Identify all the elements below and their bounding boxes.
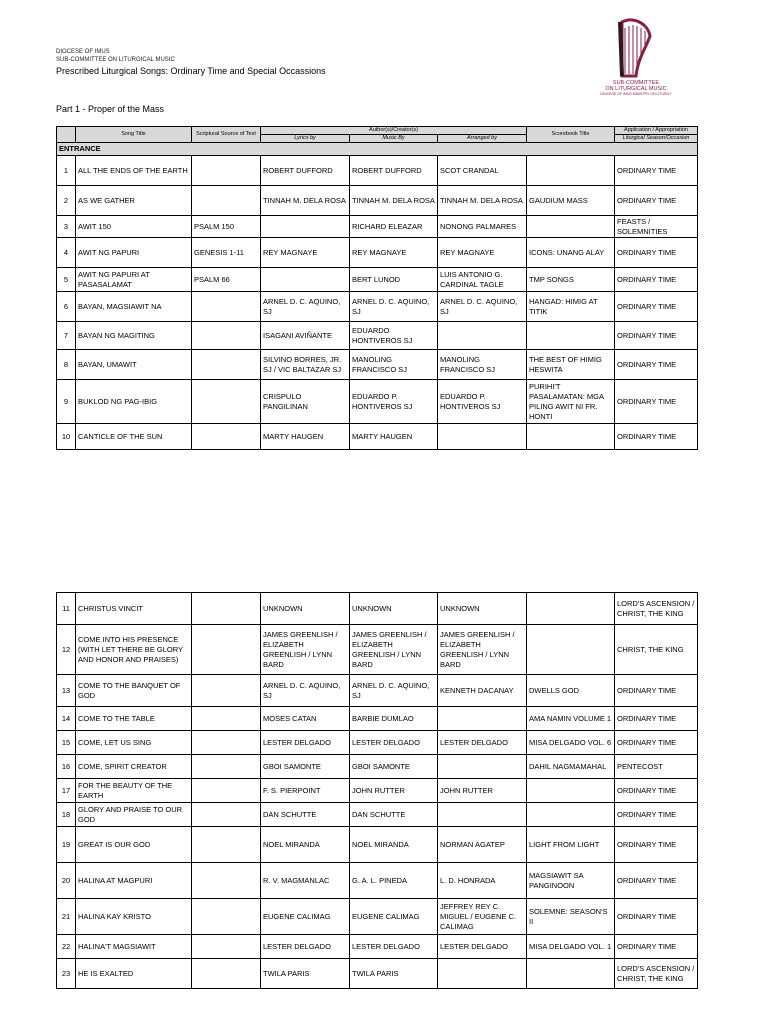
scriptural-source <box>192 292 261 322</box>
song-title: BAYAN NG MAGITING <box>76 322 192 350</box>
scorebook-title <box>527 803 615 827</box>
row-number: 4 <box>57 238 76 268</box>
col-authors: Author(s)/Creator(s) <box>261 127 527 135</box>
liturgical-season: ORDINARY TIME <box>615 863 698 899</box>
scriptural-source <box>192 156 261 186</box>
arranged-by: JOHN RUTTER <box>438 779 527 803</box>
lyrics-by <box>261 216 350 238</box>
liturgical-season: ORDINARY TIME <box>615 675 698 707</box>
music-by: JAMES GREENLISH / ELIZABETH GREENLISH / LYNN BARD <box>350 625 438 675</box>
row-number: 7 <box>57 322 76 350</box>
arranged-by: ARNEL D. C. AQUINO, SJ <box>438 292 527 322</box>
logo-text-3: DIOCESE OF IMUS MINISTRY ON LITURGY <box>600 92 672 96</box>
table-row <box>57 380 698 424</box>
songs-table-part2 <box>56 592 698 989</box>
table-row <box>57 779 698 803</box>
scorebook-title: ICONS: UNANG ALAY <box>527 238 615 268</box>
row-number: 8 <box>57 350 76 380</box>
scriptural-source <box>192 350 261 380</box>
table-row <box>57 593 698 625</box>
arranged-by: JAMES GREENLISH / ELIZABETH GREENLISH / LYNN BARD <box>438 625 527 675</box>
song-title: BAYAN, MAGSIAWIT NA <box>76 292 192 322</box>
arranged-by: LUIS ANTONIO G. CARDINAL TAGLE <box>438 268 527 292</box>
lyrics-by: R. V. MAGMANLAC <box>261 863 350 899</box>
logo-text-2: ON LITURGICAL MUSIC <box>605 86 667 92</box>
music-by: MARTY HAUGEN <box>350 424 438 450</box>
table-row <box>57 156 698 186</box>
row-number: 20 <box>57 863 76 899</box>
row-number: 9 <box>57 380 76 424</box>
scriptural-source <box>192 827 261 863</box>
music-by: JOHN RUTTER <box>350 779 438 803</box>
scriptural-source <box>192 625 261 675</box>
arranged-by <box>438 959 527 989</box>
song-title: AS WE GATHER <box>76 186 192 216</box>
song-title: COME, LET US SING <box>76 731 192 755</box>
scorebook-title: DAHIL NAGMAMAHAL <box>527 755 615 779</box>
song-title: FOR THE BEAUTY OF THE EARTH <box>76 779 192 803</box>
music-by: REY MAGNAYE <box>350 238 438 268</box>
arranged-by <box>438 803 527 827</box>
scorebook-title <box>527 593 615 625</box>
music-by: BERT LUNOD <box>350 268 438 292</box>
arranged-by: NONONG PALMARES <box>438 216 527 238</box>
table-row <box>57 424 698 450</box>
arranged-by: LESTER DELGADO <box>438 731 527 755</box>
harp-icon <box>616 18 656 80</box>
row-number: 17 <box>57 779 76 803</box>
lyrics-by: EUGENE CALIMAG <box>261 899 350 935</box>
lyrics-by: UNKNOWN <box>261 593 350 625</box>
row-number: 1 <box>57 156 76 186</box>
table-row <box>57 350 698 380</box>
arranged-by <box>438 322 527 350</box>
arranged-by: TINNAH M. DELA ROSA <box>438 186 527 216</box>
song-title: HALINA AT MAGPURI <box>76 863 192 899</box>
table-row <box>57 803 698 827</box>
arranged-by: JEFFREY REY C. MIGUEL / EUGENE C. CALIMAG <box>438 899 527 935</box>
lyrics-by: LESTER DELGADO <box>261 935 350 959</box>
music-by: BARBIE DUMLAO <box>350 707 438 731</box>
song-title: COME TO THE TABLE <box>76 707 192 731</box>
col-arranged: Arranged by <box>438 135 527 143</box>
music-by: LESTER DELGADO <box>350 731 438 755</box>
music-by: EDUARDO P. HONTIVEROS SJ <box>350 380 438 424</box>
liturgical-season: ORDINARY TIME <box>615 268 698 292</box>
scorebook-title: MISA DELGADO VOL. 6 <box>527 731 615 755</box>
table-row <box>57 216 698 238</box>
liturgical-season: ORDINARY TIME <box>615 380 698 424</box>
scorebook-title <box>527 424 615 450</box>
liturgical-season: ORDINARY TIME <box>615 899 698 935</box>
song-title: COME TO THE BANQUET OF GOD <box>76 675 192 707</box>
table-row <box>57 935 698 959</box>
scorebook-title: HANGAD: HIMIG AT TITIK <box>527 292 615 322</box>
table-row <box>57 959 698 989</box>
lyrics-by: JAMES GREENLISH / ELIZABETH GREENLISH / LYNN BARD <box>261 625 350 675</box>
scriptural-source <box>192 731 261 755</box>
music-by: EDUARDO HONTIVEROS SJ <box>350 322 438 350</box>
col-season: Liturgical Season/Occasion <box>615 135 698 143</box>
table-row <box>57 755 698 779</box>
arranged-by: SCOT CRANDAL <box>438 156 527 186</box>
table-row <box>57 707 698 731</box>
scriptural-source <box>192 779 261 803</box>
song-title: COME INTO HIS PRESENCE (WITH LET THERE BE GLORY AND HONOR AND PRAISES) <box>76 625 192 675</box>
table-row <box>57 827 698 863</box>
row-number: 12 <box>57 625 76 675</box>
lyrics-by: DAN SCHUTTE <box>261 803 350 827</box>
row-number: 11 <box>57 593 76 625</box>
liturgical-season: ORDINARY TIME <box>615 424 698 450</box>
lyrics-by: LESTER DELGADO <box>261 731 350 755</box>
liturgical-season: ORDINARY TIME <box>615 827 698 863</box>
scorebook-title <box>527 625 615 675</box>
music-by: MANOLING FRANCISCO SJ <box>350 350 438 380</box>
lyrics-by <box>261 268 350 292</box>
scriptural-source <box>192 322 261 350</box>
lyrics-by: REY MAGNAYE <box>261 238 350 268</box>
scriptural-source: PSALM 150 <box>192 216 261 238</box>
lyrics-by: ARNEL D. C. AQUINO, SJ <box>261 675 350 707</box>
liturgical-season: CHRIST, THE KING <box>615 625 698 675</box>
lyrics-by: GBOI SAMONTE <box>261 755 350 779</box>
liturgical-season: FEASTS / SOLEMNITIES <box>615 216 698 238</box>
lyrics-by: ROBERT DUFFORD <box>261 156 350 186</box>
liturgical-season: ORDINARY TIME <box>615 707 698 731</box>
col-scriptural-source: Scriptural Source of Text <box>192 127 261 143</box>
table-row <box>57 863 698 899</box>
section-row <box>57 143 698 156</box>
music-by: ROBERT DUFFORD <box>350 156 438 186</box>
row-number: 15 <box>57 731 76 755</box>
liturgical-season: LORD'S ASCENSION / CHRIST, THE KING <box>615 593 698 625</box>
table-row <box>57 675 698 707</box>
liturgical-season: ORDINARY TIME <box>615 350 698 380</box>
committee-logo <box>600 18 672 108</box>
lyrics-by: CRISPULO PANGILINAN <box>261 380 350 424</box>
row-number: 16 <box>57 755 76 779</box>
scorebook-title: LIGHT FROM LIGHT <box>527 827 615 863</box>
arranged-by: KENNETH DACANAY <box>438 675 527 707</box>
liturgical-season: ORDINARY TIME <box>615 935 698 959</box>
section-label: ENTRANCE <box>57 143 698 156</box>
col-application: Application / Appropriation <box>615 127 698 135</box>
table-row <box>57 625 698 675</box>
lyrics-by: MARTY HAUGEN <box>261 424 350 450</box>
music-by: ARNEL D. C. AQUINO, SJ <box>350 675 438 707</box>
scriptural-source <box>192 863 261 899</box>
music-by: LESTER DELGADO <box>350 935 438 959</box>
songs-table-part1 <box>56 126 698 450</box>
arranged-by <box>438 424 527 450</box>
song-title: HALINA KAY KRISTO <box>76 899 192 935</box>
row-number: 22 <box>57 935 76 959</box>
scriptural-source <box>192 755 261 779</box>
scorebook-title <box>527 959 615 989</box>
scorebook-title: THE BEST OF HIMIG HESWITA <box>527 350 615 380</box>
table-row <box>57 268 698 292</box>
scriptural-source <box>192 380 261 424</box>
table-row <box>57 292 698 322</box>
scorebook-title: MISA DELGADO VOL. 1 <box>527 935 615 959</box>
arranged-by: REY MAGNAYE <box>438 238 527 268</box>
lyrics-by: ISAGANI AVIÑANTE <box>261 322 350 350</box>
liturgical-season: ORDINARY TIME <box>615 156 698 186</box>
row-number: 14 <box>57 707 76 731</box>
table-row <box>57 899 698 935</box>
scriptural-source <box>192 186 261 216</box>
scorebook-title: SOLEMNE: SEASON'S II <box>527 899 615 935</box>
lyrics-by: SILVINO BORRES, JR. SJ / VIC BALTAZAR SJ <box>261 350 350 380</box>
scriptural-source: PSALM 66 <box>192 268 261 292</box>
scorebook-title <box>527 779 615 803</box>
liturgical-season: LORD'S ASCENSION / CHRIST, THE KING <box>615 959 698 989</box>
scorebook-title: DWELLS GOD <box>527 675 615 707</box>
music-by: ARNEL D. C. AQUINO, SJ <box>350 292 438 322</box>
lyrics-by: TINNAH M. DELA ROSA <box>261 186 350 216</box>
arranged-by <box>438 707 527 731</box>
song-title: GREAT IS OUR GOD <box>76 827 192 863</box>
document-header <box>56 48 326 77</box>
scorebook-title: TMP SONGS <box>527 268 615 292</box>
scriptural-source <box>192 935 261 959</box>
song-title: HE IS EXALTED <box>76 959 192 989</box>
liturgical-season: ORDINARY TIME <box>615 803 698 827</box>
lyrics-by: MOSES CATAN <box>261 707 350 731</box>
song-title: ALL THE ENDS OF THE EARTH <box>76 156 192 186</box>
scorebook-title: GAUDIUM MASS <box>527 186 615 216</box>
table-row <box>57 186 698 216</box>
arranged-by: LESTER DELGADO <box>438 935 527 959</box>
document-title: Prescribed Liturgical Songs: Ordinary Time and Special Occassions <box>56 66 326 76</box>
row-number: 5 <box>57 268 76 292</box>
col-music: Music By <box>350 135 438 143</box>
row-number: 2 <box>57 186 76 216</box>
lyrics-by: ARNEL D. C. AQUINO, SJ <box>261 292 350 322</box>
row-number: 18 <box>57 803 76 827</box>
col-scorebook: Scorebook Title <box>527 127 615 143</box>
scorebook-title: PURIHI'T PASALAMATAN: MGA PILING AWIT NI FR. HONTI <box>527 380 615 424</box>
row-number: 13 <box>57 675 76 707</box>
song-title: GLORY AND PRAISE TO OUR GOD <box>76 803 192 827</box>
music-by: NOEL MIRANDA <box>350 827 438 863</box>
row-number: 6 <box>57 292 76 322</box>
liturgical-season: ORDINARY TIME <box>615 186 698 216</box>
song-title: BUKLOD NG PAG-IBIG <box>76 380 192 424</box>
music-by: DAN SCHUTTE <box>350 803 438 827</box>
row-number: 23 <box>57 959 76 989</box>
scorebook-title: MAGSIAWIT SA PANGINOON <box>527 863 615 899</box>
scriptural-source <box>192 899 261 935</box>
row-number: 21 <box>57 899 76 935</box>
music-by: UNKNOWN <box>350 593 438 625</box>
arranged-by: UNKNOWN <box>438 593 527 625</box>
table-row <box>57 322 698 350</box>
col-song-title: Song Title <box>76 127 192 143</box>
scriptural-source <box>192 959 261 989</box>
song-title: AWIT 150 <box>76 216 192 238</box>
scriptural-source <box>192 675 261 707</box>
music-by: GBOI SAMONTE <box>350 755 438 779</box>
arranged-by: EDUARDO P. HONTIVEROS SJ <box>438 380 527 424</box>
scorebook-title <box>527 156 615 186</box>
song-title: AWIT NG PAPURI <box>76 238 192 268</box>
liturgical-season: ORDINARY TIME <box>615 238 698 268</box>
logo-text-1: SUB-COMMITTEE <box>612 80 660 86</box>
song-title: CHRISTUS VINCIT <box>76 593 192 625</box>
scriptural-source <box>192 707 261 731</box>
scorebook-title <box>527 322 615 350</box>
music-by: TWILA PARIS <box>350 959 438 989</box>
liturgical-season: ORDINARY TIME <box>615 731 698 755</box>
table-row <box>57 238 698 268</box>
row-number: 19 <box>57 827 76 863</box>
liturgical-season: PENTECOST <box>615 755 698 779</box>
lyrics-by: TWILA PARIS <box>261 959 350 989</box>
scriptural-source: GENESIS 1-11 <box>192 238 261 268</box>
song-title: BAYAN, UMAWIT <box>76 350 192 380</box>
row-number: 3 <box>57 216 76 238</box>
arranged-by: NORMAN AGATEP <box>438 827 527 863</box>
scriptural-source <box>192 803 261 827</box>
song-title: HALINA'T MAGSIAWIT <box>76 935 192 959</box>
song-title: CANTICLE OF THE SUN <box>76 424 192 450</box>
diocese-name: DIOCESE OF IMUS <box>56 49 110 55</box>
music-by: RICHARD ELEAZAR <box>350 216 438 238</box>
lyrics-by: NOEL MIRANDA <box>261 827 350 863</box>
part-heading: Part 1 - Proper of the Mass <box>56 104 165 114</box>
song-title: AWIT NG PAPURI AT PASASALAMAT <box>76 268 192 292</box>
scriptural-source <box>192 593 261 625</box>
liturgical-season: ORDINARY TIME <box>615 779 698 803</box>
scorebook-title <box>527 216 615 238</box>
arranged-by: MANOLING FRANCISCO SJ <box>438 350 527 380</box>
lyrics-by: F. S. PIERPOINT <box>261 779 350 803</box>
committee-name: SUB-COMMITTEE ON LITURGICAL MUSIC <box>56 57 175 63</box>
music-by: EUGENE CALIMAG <box>350 899 438 935</box>
liturgical-season: ORDINARY TIME <box>615 292 698 322</box>
arranged-by: L. D. HONRADA <box>438 863 527 899</box>
col-lyrics: Lyrics by <box>261 135 350 143</box>
col-number <box>57 127 76 143</box>
liturgical-season: ORDINARY TIME <box>615 322 698 350</box>
scriptural-source <box>192 424 261 450</box>
music-by: TINNAH M. DELA ROSA <box>350 186 438 216</box>
song-title: COME, SPIRIT CREATOR <box>76 755 192 779</box>
arranged-by <box>438 755 527 779</box>
scorebook-title: AMA NAMIN VOLUME 1 <box>527 707 615 731</box>
music-by: G. A. L. PINEDA <box>350 863 438 899</box>
table-row <box>57 731 698 755</box>
row-number: 10 <box>57 424 76 450</box>
